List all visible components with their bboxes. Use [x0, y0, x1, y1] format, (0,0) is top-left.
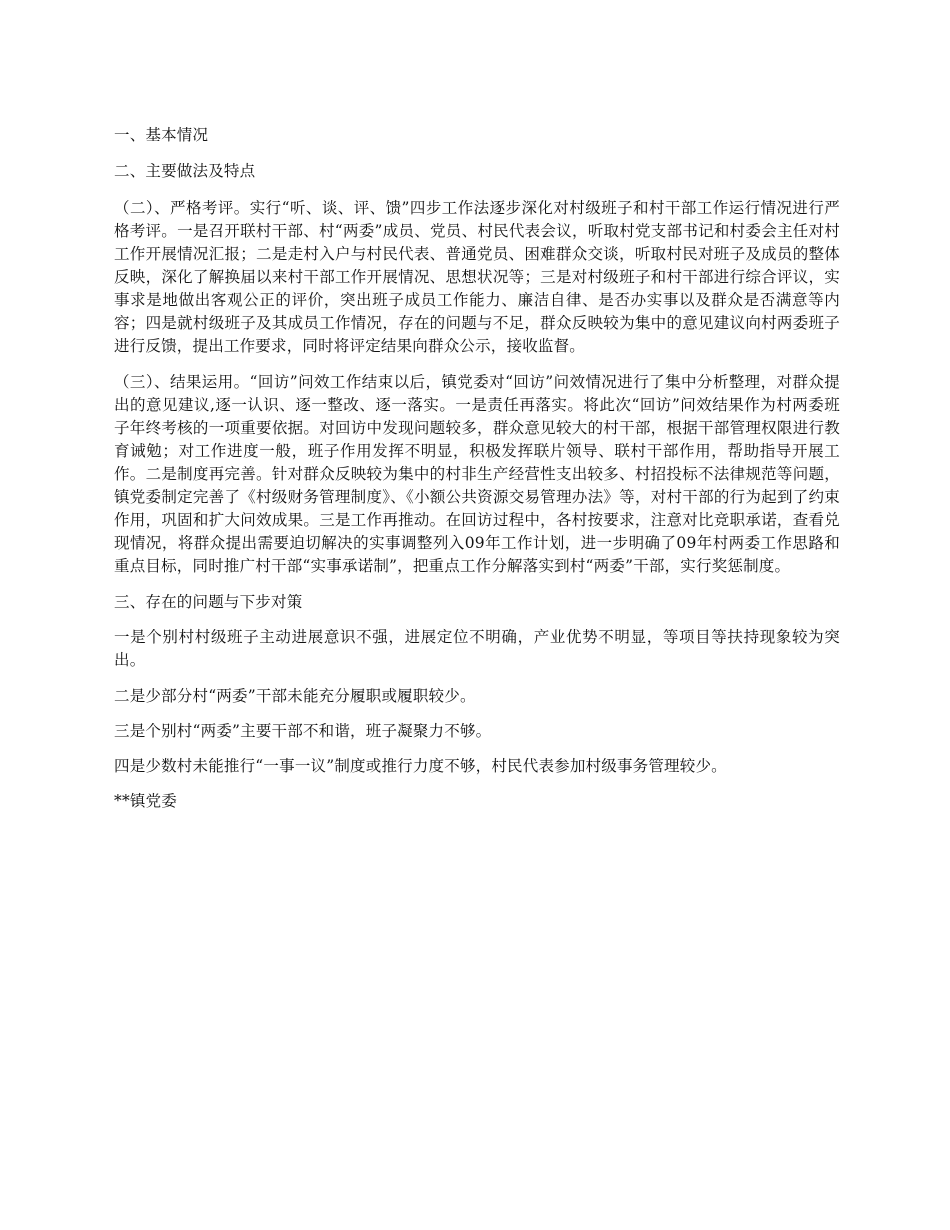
issue-item-4: 四是少数村未能推行“一事一议”制度或推行力度不够，村民代表参加村级事务管理较少。 [114, 757, 727, 775]
issue-item-2: 二是少部分村“两委”干部未能充分履职或履职较少。 [114, 687, 476, 705]
paragraph-result-application: （三）、结果运用。“回访”问效工作结束以后，镇党委对“回访”问效情况进行了集中分析整理，对群众提出的意见建议,逐一认识、逐一整改、逐一落实。一是责任再落实。将此次“回访”问效结果作为村两委班子年终考核的一项重要依据。对回访中发现问题较多，群众意见较大的村干部，根据干部管理权限进行教育诫勉；对工作进度一般，班子作用发挥不明显，积极发挥联片领导、联村干部作用，帮助指导开展工作。二是制度再完善。针对群众反映较为集中的村非生产经营性支出较多、村招投标不法律规范等问题，镇党委制定完善了《村级财务管理制度》、《小额公共资源交易管理办法》等，对村干部的行为起到了约束作用，巩固和扩大问效成果。三是工作再推动。在回访过程中，各村按要求，注意对比竞职承诺，查看兑现情况，将群众提出需要迫切解决的实事调整列入09年工作计划，进一步明确了09年村两委工作思路和重点目标，同时推广村干部“实事承诺制”，把重点工作分解落实到村“两委”干部，实行奖惩制度。 [114, 373, 840, 575]
section-heading-basic: 一、基本情况 [114, 126, 209, 144]
signature: **镇党委 [114, 792, 178, 810]
issue-item-1: 一是个别村村级班子主动进展意识不强，进展定位不明确，产业优势不明显，等项目等扶持现象较为突出。 [114, 628, 840, 669]
paragraph-strict-evaluation: （二）、严格考评。实行“听、谈、评、馈”四步工作法逐步深化对村级班子和村干部工作运行情况进行严格考评。一是召开联村干部、村“两委”成员、党员、村民代表会议，听取村党支部书记和村委会主任对村工作开展情况汇报；二是走村入户与村民代表、普通党员、困难群众交谈，听取村民对班子及成员的整体反映，深化了解换届以来村干部工作开展情况、思想状况等；三是对村级班子和村干部进行综合评议，实事求是地做出客观公正的评价，突出班子成员工作能力、廉洁自律、是否办实事以及群众是否满意等内容；四是就村级班子及其成员工作情况，存在的问题与不足，群众反映较为集中的意见建议向村两委班子进行反馈，提出工作要求，同时将评定结果向群众公示，接收监督。 [114, 199, 840, 355]
issue-item-3: 三是个别村“两委”主要干部不和谐，班子凝聚力不够。 [114, 722, 492, 740]
section-heading-issues: 三、存在的问题与下步对策 [114, 593, 303, 611]
document-page [114, 124, 840, 813]
section-heading-practices: 二、主要做法及特点 [114, 162, 256, 180]
